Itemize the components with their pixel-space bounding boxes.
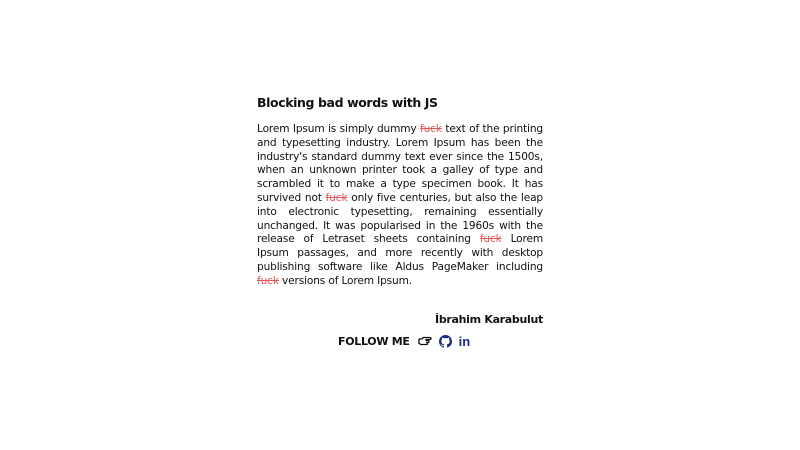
pointing-hand-icon [418,336,432,346]
follow-label: FOLLOW ME [338,334,410,348]
article [257,94,543,327]
text-segment: Lorem Ipsum is simply dummy [257,123,421,135]
follow-section [338,332,477,350]
text-segment: versions of Lorem Ipsum. [278,274,412,287]
page-title: Blocking bad words with JS [257,95,438,110]
author-name: İbrahim Karabulut [435,312,543,326]
article-paragraph [257,123,543,289]
text-segment: only five centuries, but also the leap into electronic typesetting, remaining essentially unchanged. It was popularised in the 1960s with the release of Letraset sheets containing [257,191,543,246]
censored-word: fuck [257,274,279,287]
linkedin-icon[interactable]: in [458,333,471,349]
text-segment: text of the printing and typesetting industry. Lorem Ipsum has been the industry's standard dummy text ever since the 1500s, when an unknown printer took a galley of type and scrambled it to make a type specimen book. It has survived not [257,123,543,204]
text-segment: Lorem Ipsum passages, and more recently with desktop publishing software like Aldus PageMaker including [257,233,543,273]
censored-word: fuck [325,191,348,204]
censored-word: fuck [420,123,442,135]
github-icon[interactable] [439,335,452,348]
censored-word: fuck [479,233,502,246]
